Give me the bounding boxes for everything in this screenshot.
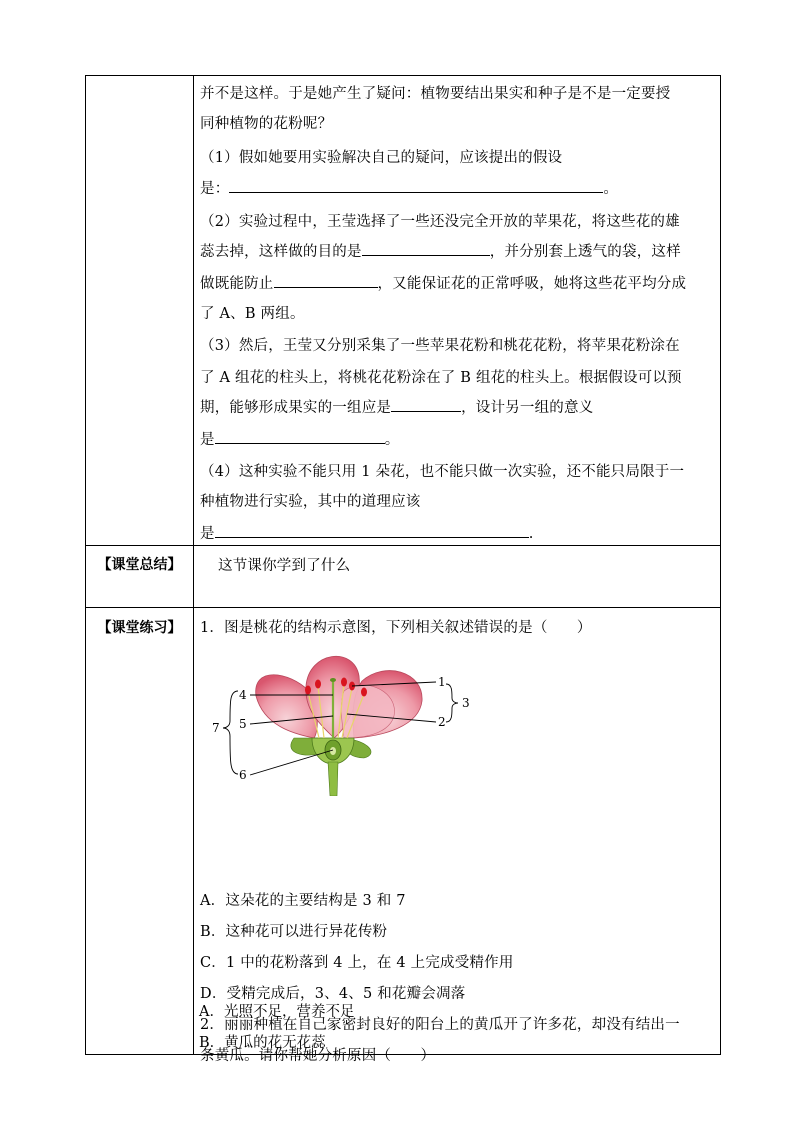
summary-cell [194, 546, 714, 607]
peach-flower-diagram [194, 646, 494, 796]
text-line: 并不是这样。于是她产生了疑问：植物要结出果实和种子是不是一定要授 [200, 86, 671, 102]
practice-cell [194, 608, 714, 1064]
label-2: 2 [438, 715, 446, 729]
q2-option-a: A．光照不足，营养不足 [199, 1004, 355, 1020]
answer-blank-purpose[interactable] [362, 241, 490, 256]
question-2-answer-line [200, 272, 686, 293]
q1-option-d: D．受精完成后，3、4、5 和花瓣会凋落 [200, 986, 466, 1002]
text-line: 了 A 组花的柱头上，将桃花花粉涂在了 B 组花的柱头上。根据假设可以预 [200, 370, 682, 386]
question-1-text: （1）假如她要用实验解决自己的疑问，应该提出的假设 [200, 150, 563, 166]
text-fragment: 。 [384, 432, 400, 448]
label-5: 5 [239, 717, 247, 731]
text-fragment: 是 [200, 526, 215, 542]
question-3-answer-line [200, 396, 593, 417]
text-fragment: 是： [200, 181, 230, 197]
question-1-answer-line [200, 177, 618, 198]
label-1: 1 [438, 675, 446, 689]
practice-label: 【课堂练习】 [97, 620, 182, 636]
question-2-stem-cont: 条黄瓜。请你帮她分析原因（ ） [200, 1048, 436, 1064]
question-3-text: （3）然后，王莹又分别采集了一些苹果花粉和桃花花粉，将苹果花粉涂在 [200, 338, 680, 354]
text-fragment: 蕊去掉，这样做的目的是 [200, 244, 362, 260]
q1-option-a: A．这朵花的主要结构是 3 和 7 [200, 893, 406, 909]
answer-blank-group[interactable] [391, 397, 461, 412]
question-4-answer-line [200, 522, 534, 543]
question-3-answer-line [200, 428, 399, 449]
question-4-text: （4）这种实验不能只用 1 朵花，也不能只做一次实验，还不能只局限于一 [200, 464, 685, 480]
text-fragment: . [528, 526, 534, 542]
text-fragment: ，又能保证花的正常呼吸，她将这些花平均分成 [377, 276, 687, 292]
text-fragment: 做既能防止 [200, 276, 274, 292]
text-line: 了 A、B 两组。 [200, 306, 305, 322]
worksheet-table [85, 75, 721, 1064]
answer-blank-hypothesis[interactable] [229, 178, 603, 193]
text-fragment: ，设计另一组的意义 [461, 400, 594, 416]
q1-option-c: C．1 中的花粉落到 4 上，在 4 上完成受精作用 [200, 955, 514, 971]
stigma [330, 678, 336, 682]
text-fragment: ，并分别套上透气的袋，这样 [489, 244, 681, 260]
question-2-answer-line [200, 240, 681, 261]
label-3: 3 [462, 696, 470, 710]
answer-blank-reason[interactable] [215, 523, 529, 538]
answer-blank-prevent[interactable] [274, 273, 378, 288]
summary-label: 【课堂总结】 [97, 557, 182, 573]
text-line: 种植物进行实验，其中的道理应该 [200, 494, 421, 510]
text-line: 同种植物的花粉呢？ [200, 116, 333, 132]
text-fragment: 期，能够形成果实的一组应是 [200, 400, 392, 416]
q1-option-b: B．这种花可以进行异花传粉 [200, 924, 388, 940]
question-2-text: （2）实验过程中，王莹选择了一些还没完全开放的苹果花，将这些花的雄 [200, 214, 680, 230]
answer-blank-significance[interactable] [215, 429, 385, 444]
label-7: 7 [212, 721, 220, 735]
q2-option-b: B．黄瓜的花无花蕊 [199, 1035, 326, 1051]
experiment-cell [194, 76, 714, 545]
question-1-stem: 1．图是桃花的结构示意图，下列相关叙述错误的是（ ） [200, 620, 592, 636]
text-fragment: 。 [603, 181, 619, 197]
label-4: 4 [239, 688, 247, 702]
flower-stalk [328, 762, 338, 796]
label-6: 6 [239, 768, 247, 782]
summary-prompt: 这节课你学到了什么 [218, 558, 351, 574]
text-fragment: 是 [200, 432, 215, 448]
question-2-stem: 2．丽丽种植在自己家密封良好的阳台上的黄瓜开了许多花，却没有结出一 [200, 1017, 680, 1033]
